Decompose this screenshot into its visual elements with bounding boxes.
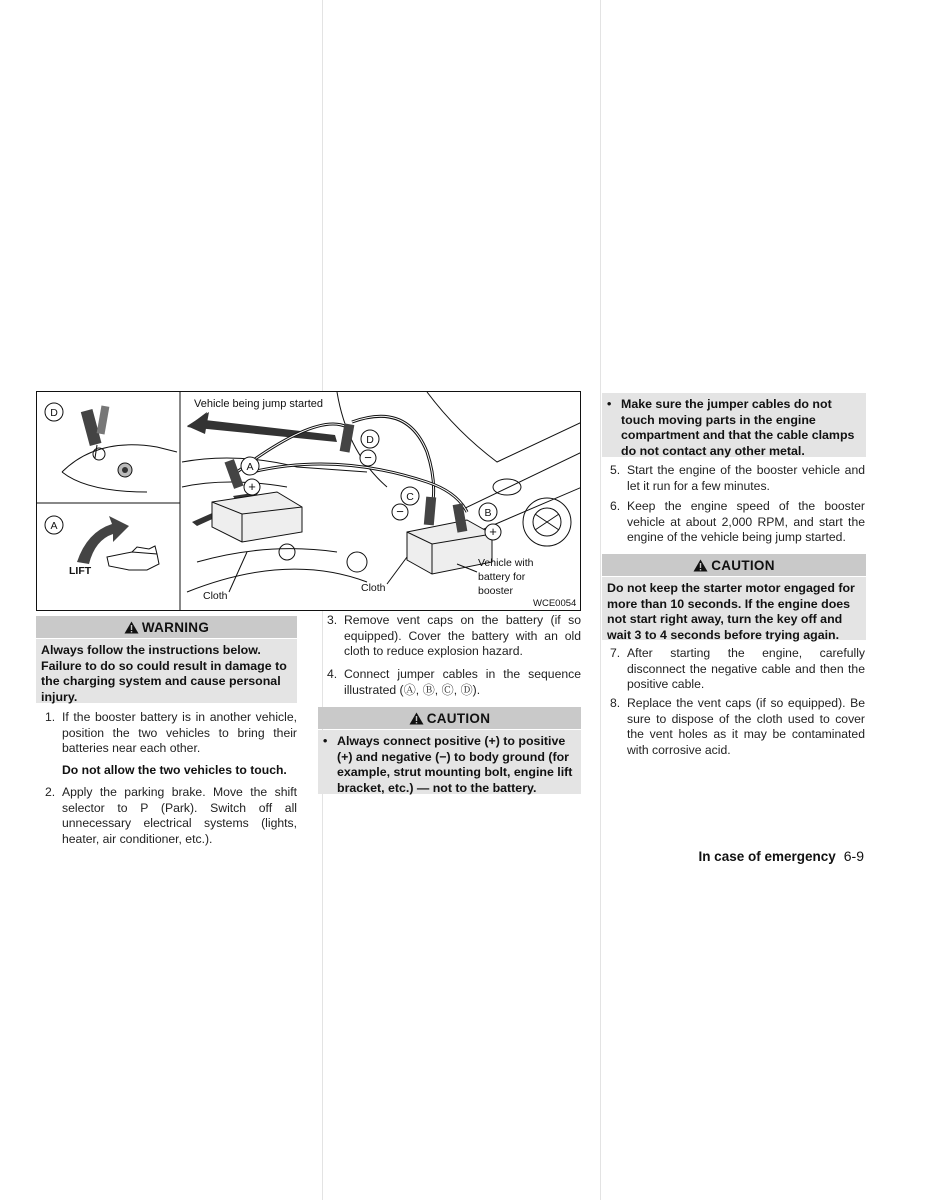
step-6-number: 6. bbox=[610, 499, 621, 513]
step-8 bbox=[610, 696, 865, 758]
step-1-note-text: Do not allow the two vehicles to touch. bbox=[62, 763, 287, 777]
caution-triangle-icon bbox=[693, 559, 708, 572]
step-8-text: Replace the vent caps (if so equipped). Be sure to dispose of the cloth used to cover the vent holes as it may be contaminated with corrosive acid. bbox=[627, 696, 865, 757]
page-footer bbox=[698, 848, 864, 864]
caution-1-bullet-text: Always connect positive (+) to positive (+) and negative (−) to body ground (for example, strut mounting bolt, engine lift bracket, etc.) — not to the battery. bbox=[337, 734, 573, 795]
step-2-text: Apply the parking brake. Move the shift selector to P (Park). Switch off all unnecessary electrical systems (lights, heater, air conditioner, etc.). bbox=[62, 785, 297, 846]
step-3-number: 3. bbox=[327, 613, 338, 627]
callout-c: C bbox=[406, 491, 414, 503]
booster-label-line1: Vehicle with bbox=[478, 557, 534, 569]
caution-2-text: Do not keep the starter motor engaged for more than 10 seconds. If the engine does not start right away, turn the key off and wait 3 to 4 seconds before trying again. bbox=[607, 581, 855, 642]
col3-bullet-box bbox=[602, 393, 866, 457]
step-7 bbox=[610, 646, 865, 693]
step-3-text: Remove vent caps on the battery (if so equipped). Cover the battery with an old cloth to reduce explosion hazard. bbox=[344, 613, 581, 658]
caution-header-1 bbox=[318, 707, 581, 729]
step-4-number: 4. bbox=[327, 667, 338, 681]
jump-start-illustration bbox=[36, 391, 581, 611]
figure-code: WCE0054 bbox=[533, 598, 577, 609]
callout-a: A bbox=[246, 461, 254, 473]
column-rule-2 bbox=[600, 0, 601, 1200]
bullet-dot: • bbox=[323, 734, 328, 748]
caution-title-1: CAUTION bbox=[426, 710, 491, 726]
bullet-dot: • bbox=[607, 397, 612, 411]
svg-text:−: − bbox=[364, 450, 372, 465]
step-2-number: 2. bbox=[45, 785, 56, 799]
step-4 bbox=[327, 667, 581, 698]
caution-header-2 bbox=[602, 554, 866, 576]
svg-text:+: + bbox=[489, 524, 497, 539]
step-6-text: Keep the engine speed of the booster vehicle at about 2,000 RPM, and start the engine of the vehicle being jump started. bbox=[627, 499, 865, 544]
step-7-number: 7. bbox=[610, 646, 621, 660]
booster-label-line3: booster bbox=[478, 585, 514, 597]
step-3 bbox=[327, 613, 581, 660]
step-8-number: 8. bbox=[610, 696, 621, 710]
caution-triangle-icon bbox=[409, 712, 424, 725]
svg-text:−: − bbox=[396, 504, 404, 519]
step-1-text: If the booster battery is in another vehicle, position the two vehicles to bring their batteries near each other. bbox=[62, 710, 297, 755]
warning-box bbox=[36, 639, 297, 703]
callout-b: B bbox=[484, 507, 492, 519]
svg-text:+: + bbox=[248, 479, 256, 494]
page-number: 6-9 bbox=[843, 848, 864, 864]
step-2 bbox=[45, 785, 297, 847]
inset-a-label: A bbox=[50, 520, 58, 532]
inset-d-drawing bbox=[45, 403, 177, 492]
step-1 bbox=[45, 710, 297, 757]
figure-title: Vehicle being jump started bbox=[194, 398, 324, 410]
booster-label-line2: battery for bbox=[478, 571, 526, 583]
col3-bullet-text: Make sure the jumper cables do not touch moving parts in the engine compartment and that the cable clamps do not contact any other metal. bbox=[621, 397, 855, 458]
caution-box-1 bbox=[318, 730, 581, 794]
engine-bay-drawing bbox=[182, 392, 581, 609]
callout-d: D bbox=[366, 434, 374, 446]
step-5-text: Start the engine of the booster vehicle and let it run for a few minutes. bbox=[627, 463, 865, 493]
warning-text: Always follow the instructions below. Failure to do so could result in damage to the charging system and cause personal injury. bbox=[41, 643, 287, 704]
step-4-text: Connect jumper cables in the sequence illustrated (Ⓐ, Ⓑ, Ⓒ, Ⓓ). bbox=[344, 667, 581, 697]
cloth-label-left: Cloth bbox=[203, 590, 228, 602]
lift-label: LIFT bbox=[69, 565, 92, 577]
caution-title-2: CAUTION bbox=[711, 557, 775, 573]
step-5 bbox=[610, 463, 865, 494]
step-7-text: After starting the engine, carefully disconnect the negative cable and then the positive cable. bbox=[627, 646, 865, 691]
inset-d-label: D bbox=[50, 407, 58, 419]
caution-box-2 bbox=[602, 577, 866, 640]
cloth-label-right: Cloth bbox=[361, 582, 386, 594]
warning-title: WARNING bbox=[141, 619, 210, 635]
step-6 bbox=[610, 499, 865, 546]
inset-a-drawing bbox=[45, 516, 159, 577]
step-1-note bbox=[62, 763, 302, 779]
warning-header bbox=[36, 616, 297, 638]
step-1-number: 1. bbox=[45, 710, 56, 724]
footer-section-title: In case of emergency bbox=[698, 849, 836, 864]
step-5-number: 5. bbox=[610, 463, 621, 477]
warning-triangle-icon bbox=[124, 621, 139, 634]
